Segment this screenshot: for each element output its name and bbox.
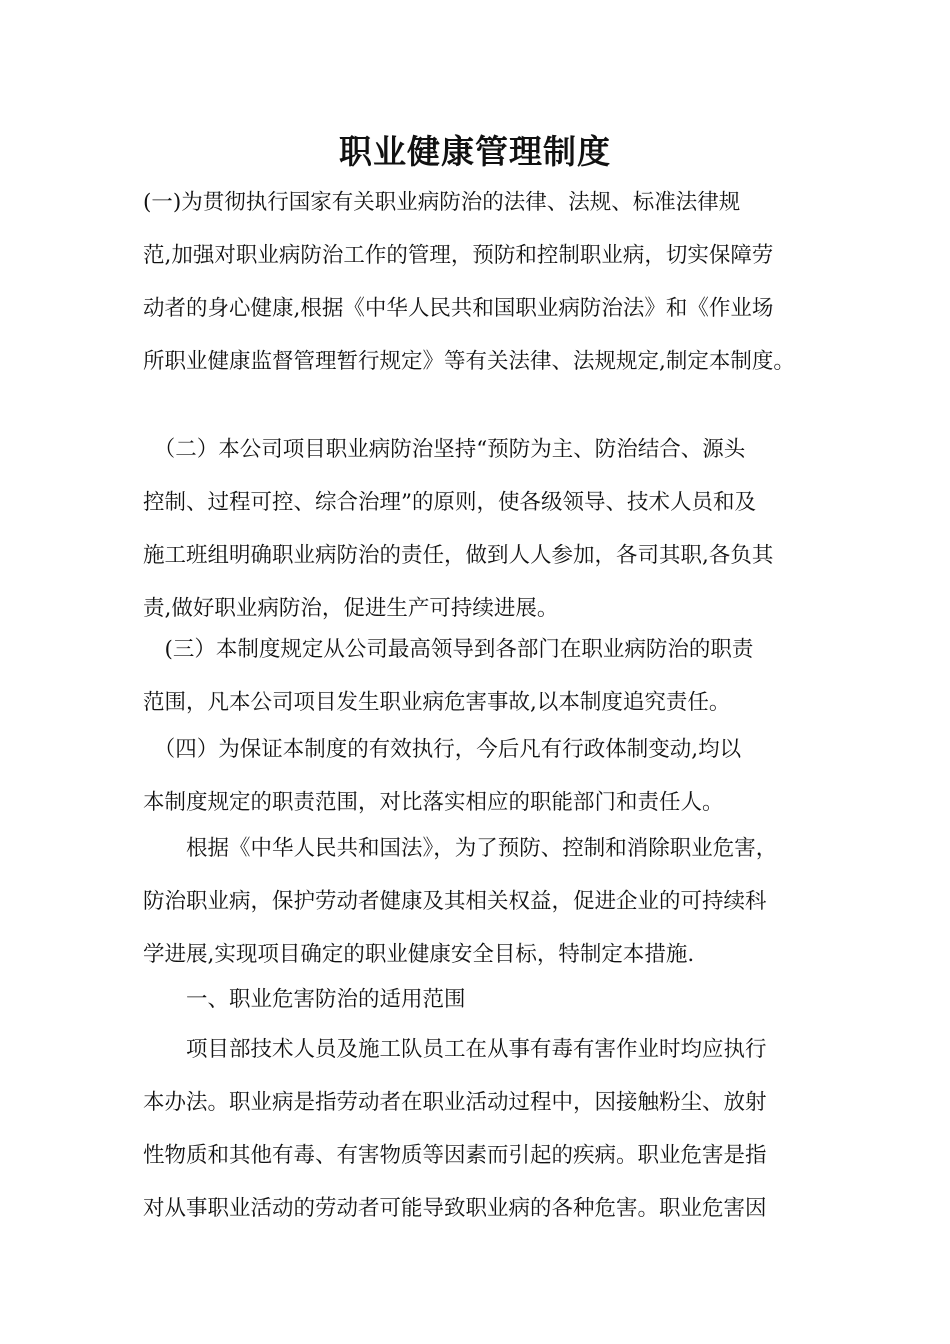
paragraph-line: （四）为保证本制度的有效执行，今后凡有行政体制变动,均以 bbox=[143, 737, 742, 762]
paragraph-1 bbox=[143, 176, 815, 388]
paragraph-line: 范围，凡本公司项目发生职业病危害事故,以本制度追究责任。 bbox=[143, 690, 731, 715]
paragraph-line: 本办法。职业病是指劳动者在职业活动过程中，因接触粉尘、放射 bbox=[143, 1090, 767, 1115]
paragraph-3 bbox=[143, 623, 815, 729]
paragraph-line: （二）本公司项目职业病防治坚持“预防为主、防治结合、源头 bbox=[143, 437, 746, 462]
paragraph-line: 性物质和其他有毒、有害物质等因素而引起的疾病。职业危害是指 bbox=[143, 1143, 767, 1168]
paragraph-line: 防治职业病，保护劳动者健康及其相关权益，促进企业的可持续科 bbox=[143, 889, 767, 914]
paragraph-line: 控制、过程可控、综合治理”的原则，使各级领导、技术人员和及 bbox=[143, 490, 756, 515]
paragraph-line: (一)为贯彻执行国家有关职业病防治的法律、法规、标准法律规 bbox=[143, 190, 741, 215]
paragraph-4 bbox=[143, 723, 815, 829]
paragraph-line: 根据《中华人民共和国法》，为了预防、控制和消除职业危害， bbox=[143, 836, 778, 861]
paragraph-7 bbox=[143, 1023, 815, 1235]
paragraph-line: 本制度规定的职责范围，对比落实相应的职能部门和责任人。 bbox=[143, 790, 724, 815]
paragraph-line: (三）本制度规定从公司最高领导到各部门在职业病防治的职责 bbox=[143, 637, 754, 662]
paragraph-line: 施工班组明确职业病防治的责任，做到人人参加，各司其职,各负其 bbox=[143, 543, 774, 568]
paragraph-line: 学进展,实现项目确定的职业健康安全目标，特制定本措施. bbox=[143, 942, 695, 967]
document-title: 职业健康管理制度 bbox=[339, 132, 611, 171]
paragraph-line: 动者的身心健康,根据《中华人民共和国职业病防治法》和《作业场 bbox=[143, 296, 774, 321]
paragraph-line: 所职业健康监督管理暂行规定》等有关法律、法规规定,制定本制度。 bbox=[143, 349, 795, 374]
paragraph-5 bbox=[143, 822, 815, 981]
paragraph-line: 对从事职业活动的劳动者可能导致职业病的各种危害。职业危害因 bbox=[143, 1196, 767, 1221]
heading-line: 一、职业危害防治的适用范围 bbox=[143, 987, 466, 1012]
section-heading-1 bbox=[143, 973, 815, 1026]
paragraph-line: 范,加强对职业病防治工作的管理，预防和控制职业病，切实保障劳 bbox=[143, 243, 774, 268]
paragraph-line: 项目部技术人员及施工队员工在从事有毒有害作业时均应执行 bbox=[143, 1037, 767, 1062]
paragraph-2 bbox=[143, 423, 815, 635]
paragraph-line: 责,做好职业病防治，促进生产可持续进展。 bbox=[143, 596, 559, 621]
